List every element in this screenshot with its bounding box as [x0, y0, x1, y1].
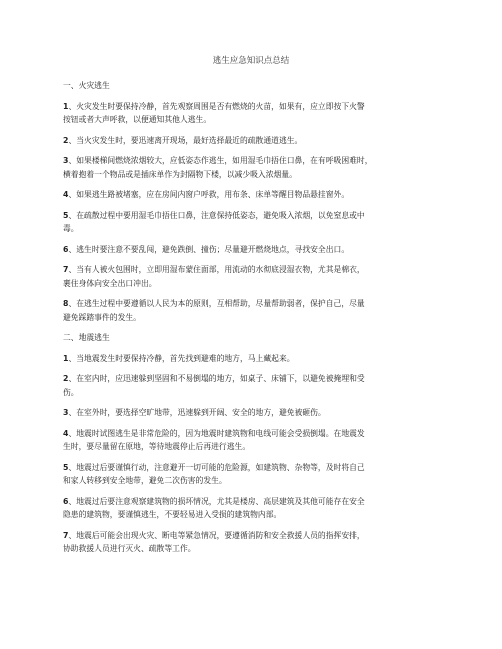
- item-text: 、当有人被火包围时，立即用湿布蒙住面部，用流动的水彻底浸湿衣物，尤其是棉衣，: [68, 265, 365, 274]
- item-number: 6: [63, 244, 69, 254]
- item-number: 7: [63, 265, 69, 274]
- item-text: 、逃生时要注意不要乱闯，避免跌倒、撞伤；尽量避开燃烧地点，寻找安全出口。: [68, 244, 350, 254]
- item-text: 、当地震发生时要保持冷静，首先找到避难的地方，马上藏起来。: [68, 353, 295, 363]
- text-line: [63, 529, 443, 543]
- list-item: [63, 461, 443, 488]
- item-text: 、在室外时，要选择空旷地带，迅速躲到开阔、安全的地方，避免被砸伤。: [68, 408, 326, 417]
- list-item: [63, 297, 443, 324]
- item-text: 、地震后可能会出现火灾、断电等紧急情况，要遵循消防和安全救援人员的指挥安排，: [68, 530, 365, 540]
- item-number: 4: [63, 428, 69, 438]
- item-text: 隐患的建筑物，要谨慎逃生，不要轻易进入受损的建筑物内部。: [63, 510, 282, 519]
- item-number: 3: [63, 156, 69, 165]
- item-number: 6: [63, 496, 69, 506]
- item-text: 伤。: [63, 387, 79, 397]
- item-text: 、地震时试图逃生是非常危险的，因为地震时建筑物和电线可能会受损倒塌。在地震发: [68, 428, 365, 438]
- item-number: 2: [63, 374, 69, 383]
- item-text: 、如果楼梯间燃烧浓烟较大，应低姿态作逃生，如用湿毛巾捂住口鼻，在有呼吸困难时，: [68, 156, 373, 165]
- item-text: 、如果逃生路被堵塞，应在房间内窗户呼救，用布条、床单等醒目物品悬挂窗外。: [68, 190, 350, 199]
- text-line: [63, 297, 443, 311]
- text-line: [63, 386, 443, 400]
- text-line: [63, 100, 443, 114]
- list-item: [63, 154, 443, 181]
- item-number: 5: [63, 210, 69, 220]
- text-line: [63, 495, 443, 509]
- item-text: 、地震过后要谨慎行动，注意避开一切可能的危险源，如建筑物、杂物等，及时将自己: [68, 462, 365, 472]
- text-line: [63, 461, 443, 475]
- item-text: 裹住身体向安全出口冲出。: [63, 278, 157, 288]
- item-number: 8: [63, 299, 69, 308]
- item-number: 3: [63, 408, 69, 417]
- text-line: [63, 427, 443, 441]
- list-item: [63, 134, 443, 148]
- item-number: 1: [63, 353, 69, 363]
- text-line: [63, 277, 443, 291]
- list-item: [63, 209, 443, 236]
- item-text: 横着抱着一个物品或是插床单作为封隔物下楼，以减少吸入浓烟量。: [63, 169, 297, 179]
- text-line: [63, 352, 443, 366]
- text-line: [63, 113, 443, 127]
- list-item: [63, 243, 443, 257]
- item-text: 和家人转移到安全地带，避免二次伤害的发生。: [63, 476, 227, 485]
- text-line: [63, 311, 443, 325]
- text-line: [63, 406, 443, 420]
- text-line: [63, 134, 443, 148]
- text-line: [63, 243, 443, 257]
- text-line: [63, 542, 443, 556]
- item-text: 避免踩踏事件的发生。: [63, 312, 141, 322]
- section-heading: 二、地震逃生: [63, 333, 110, 342]
- text-line: [63, 372, 443, 386]
- item-text: 毒。: [63, 224, 79, 233]
- list-item: [63, 372, 443, 399]
- item-text: 、在疏散过程中要用湿毛巾捂住口鼻，注意保持低姿态，避免吸入浓烟，以免窒息或中: [68, 210, 365, 220]
- item-text: 、当火灾发生时，要迅速离开现场，最好选择最近的疏散通道逃生。: [68, 135, 303, 145]
- text-line: [63, 263, 443, 277]
- item-text: 协助救援人员进行灭火、疏散等工作。: [63, 544, 196, 553]
- item-text: 、在室内时，应迅速躲到坚固和不易倒塌的地方，如桌子、床铺下，以避免被掩埋和受: [68, 374, 365, 383]
- item-text: 生时，要尽量留在原地，等待地震停止后再进行逃生。: [63, 442, 251, 451]
- item-text: 、在逃生过程中要遵循以人民为本的原则，互相帮助，尽量帮助弱者，保护自己，尽量: [68, 299, 365, 308]
- list-item: [63, 529, 443, 556]
- item-text: 、地震过后要注意观察建筑物的损坏情况，尤其是楼房、高层建筑及其他可能存在安全: [68, 496, 365, 506]
- item-number: 7: [63, 530, 69, 540]
- list-item: [63, 427, 443, 454]
- list-item: [63, 495, 443, 522]
- list-item: [63, 188, 443, 202]
- list-item: [63, 100, 443, 127]
- item-number: 5: [63, 462, 69, 472]
- list-item: [63, 406, 443, 420]
- item-number: 2: [63, 135, 69, 145]
- text-line: [63, 222, 443, 236]
- section-heading: 一、火灾逃生: [63, 81, 110, 90]
- list-item: [63, 263, 443, 290]
- text-line: [63, 188, 443, 202]
- text-line: [63, 474, 443, 488]
- text-line: [63, 168, 443, 182]
- text-line: [63, 209, 443, 223]
- document-body: [63, 79, 443, 563]
- item-text: 、火灾发生时要保持冷静，首先观察周围是否有燃烧的火苗，如果有，应立即按下火警: [68, 101, 365, 111]
- text-line: [63, 154, 443, 168]
- item-number: 4: [63, 190, 69, 199]
- list-item: [63, 352, 443, 366]
- item-text: 按钮或者大声呼救，以便通知其他人逃生。: [63, 115, 212, 124]
- text-line: [63, 508, 443, 522]
- text-line: [63, 440, 443, 454]
- item-number: 1: [63, 101, 69, 111]
- document-title: 逃生应急知识点总结: [212, 56, 290, 66]
